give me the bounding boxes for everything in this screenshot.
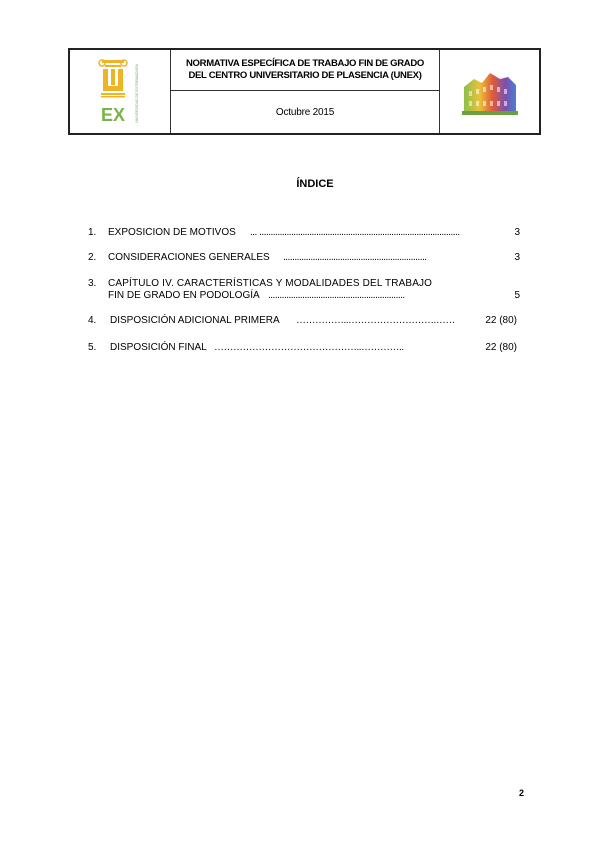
toc-entry-number: 1. <box>88 227 97 238</box>
toc-entry-page: 22 (80) <box>485 342 517 353</box>
toc-entry-page: 5 <box>514 290 520 301</box>
toc-entry-leader: ... ........................................................................................ <box>250 227 460 238</box>
index-title: ÍNDICE <box>296 178 334 190</box>
toc-entry-label: CAPÍTULO IV. CARACTERÍSTICAS Y MODALIDADES DEL TRABAJO <box>108 278 433 289</box>
header-date: Octubre 2015 <box>275 106 335 118</box>
toc-entry-leader: ............................................................... <box>283 252 427 263</box>
toc-entry-label: CONSIDERACIONES GENERALES <box>108 252 270 263</box>
building-photo <box>460 67 520 117</box>
header-title-line2: DEL CENTRO UNIVERSITARIO DE PLASENCIA (UNEX) <box>188 70 422 81</box>
toc-entry-leader: ……………..……………………….…… <box>296 315 455 326</box>
header-title-cell <box>171 50 440 133</box>
toc-entry-label-continued: FIN DE GRADO EN PODOLOGÍA <box>108 290 260 301</box>
uex-logo <box>90 57 150 127</box>
toc-entry-page: 3 <box>514 227 520 238</box>
toc-entry-number: 2. <box>88 252 97 263</box>
toc-entry-label: DISPOSICIÓN FINAL <box>110 342 207 353</box>
uex-logo-cell <box>70 50 171 133</box>
header-title <box>171 50 439 91</box>
building-photo-cell <box>440 50 539 133</box>
document-header <box>68 48 541 135</box>
svg-text:UNIVERSIDAD DE EXTREMADURA: UNIVERSIDAD DE EXTREMADURA <box>135 63 139 123</box>
toc-entry-number: 4. <box>88 315 97 326</box>
toc-entry-number: 5. <box>88 342 97 353</box>
toc-entry-label: EXPOSICION DE MOTIVOS <box>108 227 236 238</box>
toc-entry-number: 3. <box>88 278 97 289</box>
svg-text:EX: EX <box>100 104 126 125</box>
toc-entry-page: 3 <box>514 252 520 263</box>
toc-entry-leader: ............................................................ <box>268 290 405 301</box>
toc-entry-label: DISPOSICIÓN ADICIONAL PRIMERA <box>110 315 280 326</box>
toc-entry-page: 22 (80) <box>485 315 517 326</box>
header-title-line1: NORMATIVA ESPECÍFICA DE TRABAJO FIN DE GRADO <box>185 58 425 69</box>
page-number: 2 <box>519 788 525 798</box>
toc-entry-leader: ………………………………………..………….. <box>214 342 404 353</box>
